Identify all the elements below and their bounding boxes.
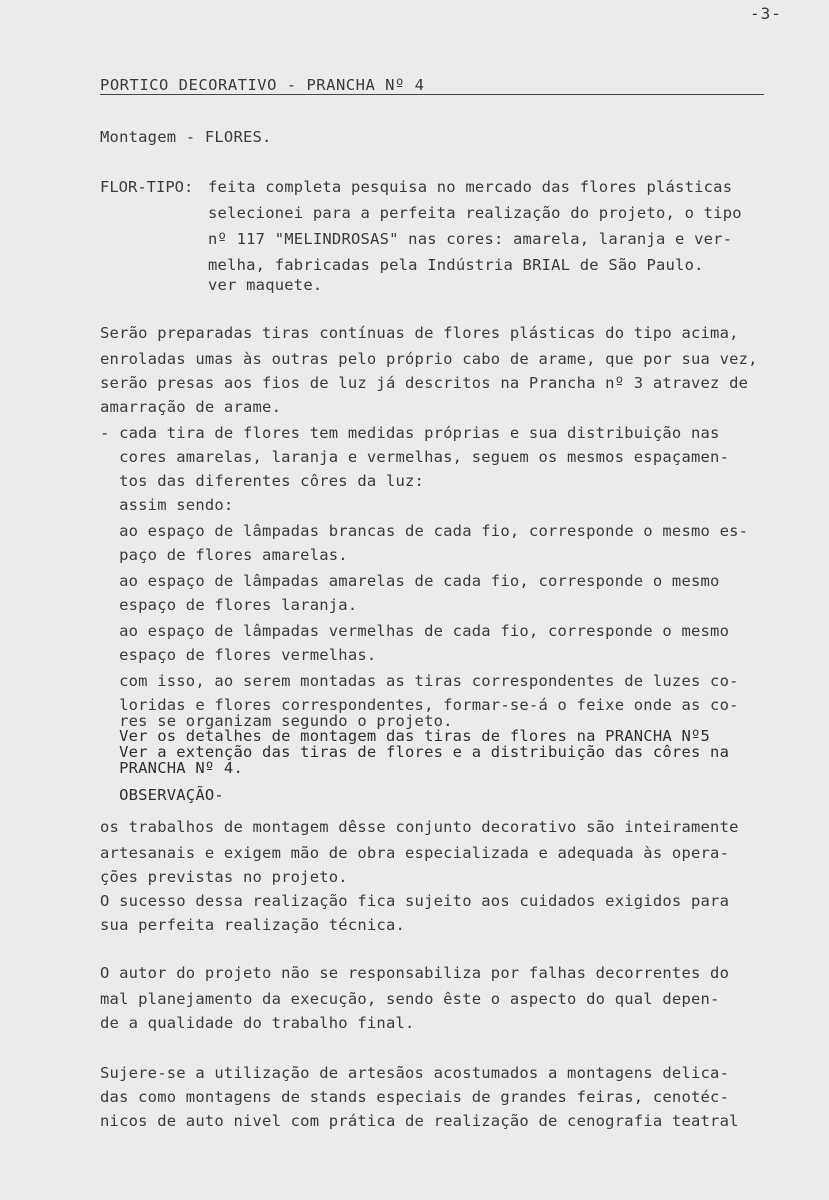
observacao-line: sua perfeita realização técnica. <box>100 916 406 934</box>
paragraph-line: amarração de arame. <box>100 398 282 416</box>
flor-tipo-line: melha, fabricadas pela Indústria BRIAL de São Paulo. <box>208 256 704 274</box>
observacao-line: artesanais e exigem mão de obra especializada e adequada às opera- <box>100 844 730 862</box>
section-title: Montagem - FLORES. <box>100 128 272 146</box>
list-line: com isso, ao serem montadas as tiras correspondentes de luzes co- <box>100 672 739 690</box>
list-line: loridas e flores correspondentes, formar-se-á o feixe onde as co- <box>100 696 739 714</box>
list-line: espaço de flores laranja. <box>100 596 358 614</box>
list-line: ao espaço de lâmpadas amarelas de cada fio, corresponde o mesmo <box>100 572 720 590</box>
header-rule <box>100 94 764 95</box>
list-line: tos das diferentes côres da luz: <box>100 472 425 490</box>
flor-tipo-label: FLOR-TIPO: <box>100 178 194 196</box>
paragraph-line: serão presas aos fios de luz já descritos na Prancha nº 3 atravez de <box>100 374 749 392</box>
list-line: ao espaço de lâmpadas vermelhas de cada fio, corresponde o mesmo <box>100 622 730 640</box>
final-line: nicos de auto nivel com prática de realização de cenografia teatral <box>100 1112 739 1130</box>
reference-line: Ver os detalhes de montagem das tiras de flores na PRANCHA Nº5 <box>100 727 711 745</box>
observacao-line: os trabalhos de montagem dêsse conjunto decorativo são inteiramente <box>100 818 739 836</box>
observacao-line: ções previstas no projeto. <box>100 868 348 886</box>
paragraph-line: Serão preparadas tiras contínuas de flores plásticas do tipo acima, <box>100 324 739 342</box>
autor-line: mal planejamento da execução, sendo êste o aspecto do qual depen- <box>100 990 720 1008</box>
final-line: Sujere-se a utilização de artesãos acostumados a montagens delica- <box>100 1064 730 1082</box>
page-header: PORTICO DECORATIVO - PRANCHA Nº 4 <box>100 76 425 94</box>
reference-line: Ver a extenção das tiras de flores e a distribuição das côres na <box>100 743 730 761</box>
final-line: das como montagens de stands especiais de grandes feiras, cenotéc- <box>100 1088 730 1106</box>
flor-tipo-line: selecionei para a perfeita realização do projeto, o tipo <box>208 204 742 222</box>
list-line: assim sendo: <box>100 496 234 514</box>
page-number: -3- <box>750 4 782 23</box>
list-line: espaço de flores vermelhas. <box>100 646 377 664</box>
list-line: cores amarelas, laranja e vermelhas, seguem os mesmos espaçamen- <box>100 448 730 466</box>
autor-line: O autor do projeto não se responsabiliza por falhas decorrentes do <box>100 964 730 982</box>
flor-tipo-line: feita completa pesquisa no mercado das flores plásticas <box>208 178 733 196</box>
observacao-label: OBSERVAÇÃO- <box>100 786 224 804</box>
observacao-line: O sucesso dessa realização fica sujeito aos cuidados exigidos para <box>100 892 730 910</box>
list-line: - cada tira de flores tem medidas próprias e sua distribuição nas <box>100 424 720 442</box>
flor-tipo-line: nº 117 "MELINDROSAS" nas cores: amarela, laranja e ver- <box>208 230 733 248</box>
list-line: paço de flores amarelas. <box>100 546 348 564</box>
autor-line: de a qualidade do trabalho final. <box>100 1014 415 1032</box>
flor-tipo-line: ver maquete. <box>208 276 323 294</box>
list-line: ao espaço de lâmpadas brancas de cada fio, corresponde o mesmo es- <box>100 522 749 540</box>
paragraph-line: enroladas umas às outras pelo próprio cabo de arame, que por sua vez, <box>100 350 758 368</box>
list-line: res se organizam segundo o projeto. <box>100 712 453 730</box>
reference-line: PRANCHA Nº 4. <box>100 759 243 777</box>
